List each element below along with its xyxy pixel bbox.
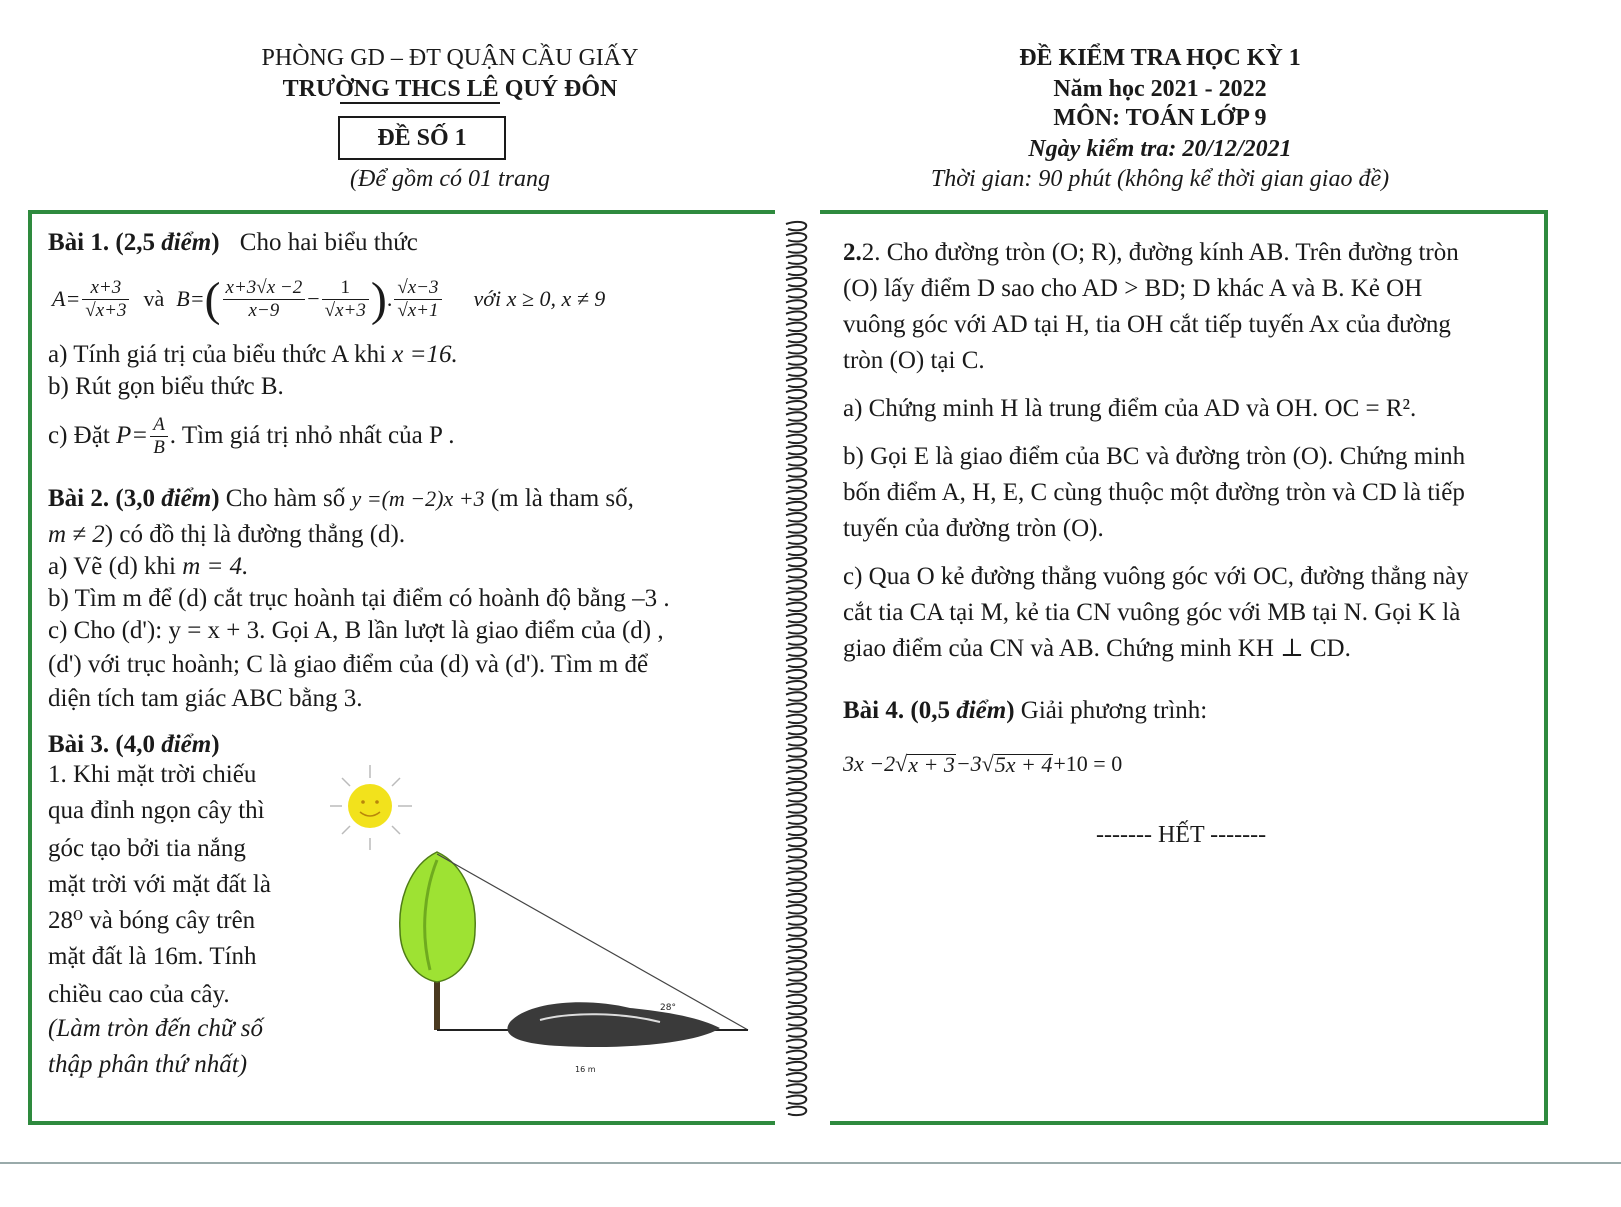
bai3-p2-a: a) Chứng minh H là trung điểm của AD và OH. OC = R².: [843, 395, 1417, 422]
bai4-points-word: điểm: [956, 697, 1007, 724]
spiral-loop: [786, 289, 806, 297]
bai3-p2-l1-text: 2. Cho đường tròn (O; R), đường kính AB. Trên đường tròn: [861, 239, 1459, 266]
and-word: và: [143, 286, 165, 311]
spiral-loop: [786, 647, 806, 655]
bai3-p2-c1: c) Qua O kẻ đường thẳng vuông góc với OC, đường thẳng này: [843, 563, 1469, 590]
spiral-loop: [786, 1062, 806, 1070]
bai1-label: Bài 1. (2,5: [48, 229, 162, 256]
spiral-loop: [786, 726, 806, 734]
spiral-loop: [786, 300, 806, 308]
expr-condition: với x ≥ 0, x ≠ 9: [473, 286, 606, 311]
bai2-a-m: m = 4.: [182, 553, 249, 580]
spiral-loop: [786, 961, 806, 969]
tree-crown: [400, 852, 475, 982]
spiral-loop: [786, 323, 806, 331]
left-frame-left: [28, 210, 32, 1125]
spiral-loop: [786, 591, 806, 599]
spiral-loop: [786, 233, 806, 241]
bai2-title: [48, 484, 634, 514]
spiral-loop: [786, 334, 806, 342]
spiral-loop: [786, 670, 806, 678]
tree-shadow-figure: [300, 760, 770, 1090]
p-fraction: [150, 414, 168, 459]
header-underline: [340, 102, 500, 104]
right-frame-bottom: [830, 1121, 1548, 1125]
bai2-a: [48, 552, 248, 582]
spiral-loop: [786, 547, 806, 555]
spiral-loop: [786, 1028, 806, 1036]
bai1-c-pre: c) Đặt: [48, 422, 110, 449]
spiral-loop: [786, 603, 806, 611]
left-frame-top: [28, 210, 775, 214]
expr-b-frac3: [394, 277, 441, 322]
bai2-c3: diện tích tam giác ABC bằng 3.: [48, 685, 363, 712]
bai3-p2-b3: tuyến của đường tròn (O).: [843, 515, 1104, 542]
bai1-intro: Cho hai biểu thức: [239, 229, 418, 256]
spiral-loop: [786, 782, 806, 790]
spiral-loop: [786, 614, 806, 622]
bai3-p1-l5: 28⁰ và bóng cây trên: [48, 907, 256, 934]
spiral-loop: [786, 222, 806, 230]
bai1-a-cond: x =16.: [392, 341, 458, 368]
spiral-loop: [786, 558, 806, 566]
expr-a-den: √x+3: [85, 299, 127, 321]
spiral-loop: [786, 1095, 806, 1103]
bai2-c1: c) Cho (d'): y = x + 3. Gọi A, B lần lượt là giao điểm của (d) ,: [48, 617, 664, 644]
bai1-c: [48, 408, 454, 464]
bai3-title: [48, 730, 220, 760]
bai3-p2-c3: giao điểm của CN và AB. Chứng minh KH ⊥ CD.: [843, 635, 1351, 662]
spiral-loop: [786, 423, 806, 431]
tree-shadow: [507, 1002, 720, 1047]
spiral-loop: [786, 255, 806, 263]
eq-radicand-2: 5x + 4: [994, 751, 1053, 777]
spiral-loop: [786, 748, 806, 756]
left-paren: (: [204, 272, 221, 326]
exam-code: ĐỀ SỐ 1: [377, 125, 467, 151]
spiral-loop: [786, 883, 806, 891]
spiral-loop: [786, 535, 806, 543]
school-year: Năm học 2021 - 2022: [1053, 76, 1267, 102]
bai1-b: b) Rút gọn biểu thức B.: [48, 373, 284, 400]
bai1-label-end: ): [211, 229, 220, 256]
spiral-loop: [786, 524, 806, 532]
length-label: 16 m: [575, 1065, 596, 1074]
spiral-loop: [786, 580, 806, 588]
spiral-loop: [786, 659, 806, 667]
spiral-loop: [786, 771, 806, 779]
spiral-loop: [786, 457, 806, 465]
expr-b-frac1: [223, 277, 306, 322]
spiral-loop: [786, 1084, 806, 1092]
bai1-a-text: a) Tính giá trị của biểu thức A khi: [48, 341, 393, 368]
spiral-loop: [786, 401, 806, 409]
bai1-points-word: điểm: [161, 229, 212, 256]
angle-label: 28°: [660, 1003, 676, 1013]
spiral-loop: [786, 838, 806, 846]
bai4-title: [843, 696, 1207, 726]
eq-part-a: 3x −2: [843, 751, 896, 776]
spiral-loop: [786, 491, 806, 499]
spiral-loop: [786, 692, 806, 700]
exam-title: ĐỀ KIỂM TRA HỌC KỲ 1: [1019, 45, 1301, 71]
bai3-p1-l9: thập phân thứ nhất): [48, 1051, 248, 1078]
spiral-loop: [786, 972, 806, 980]
minus-sign: −: [307, 286, 320, 311]
spiral-loop: [786, 849, 806, 857]
bai3-p1-l4: mặt trời với mặt đất là: [48, 871, 271, 898]
bai2-m-cond: m ≠ 2: [48, 521, 105, 548]
spiral-loop: [786, 860, 806, 868]
bai4-label-end: ): [1006, 697, 1015, 724]
page-count: (Để gồm có 01 trang: [350, 166, 550, 192]
bai3-p1-l1: 1. Khi mặt trời chiếu: [48, 761, 257, 788]
department-name: PHÒNG GD – ĐT QUẬN CẦU GIẤY: [261, 45, 639, 71]
bai3-p2-l1: 2.2. Cho đường tròn (O; R), đường kính AB. Trên đường tròn: [843, 239, 1459, 266]
spiral-loop: [786, 1073, 806, 1081]
bai1-title: [48, 228, 418, 258]
bai2-function: y =(m −2)x +3: [351, 486, 485, 511]
expr-b-frac1-den: x−9: [248, 299, 280, 321]
bai3-p2-l3: vuông góc với AD tại H, tia OH cắt tiếp tuyến Ax của đường: [843, 311, 1451, 338]
spiral-loop: [786, 983, 806, 991]
spiral-loop: [786, 412, 806, 420]
end-marker: ------- HẾT -------: [1096, 822, 1267, 848]
bai1-expressions: [52, 264, 605, 334]
bai4-equation: 3x −2 √ x + 3 −3 √ 5x + 4 +10 = 0: [843, 751, 1123, 777]
expr-b-frac1-num: x+3√x −2: [223, 277, 306, 300]
bai2-a-text: a) Vẽ (d) khi: [48, 553, 183, 580]
spiral-loop: [786, 446, 806, 454]
spiral-loop: [786, 267, 806, 275]
spiral-loop: [786, 636, 806, 644]
left-frame-bottom: [28, 1121, 775, 1125]
bai2-b: b) Tìm m để (d) cắt trục hoành tại điểm có hoành độ bằng –3 .: [48, 585, 670, 612]
bottom-divider: [0, 1162, 1621, 1164]
expr-b-lhs: B=: [176, 286, 205, 311]
spiral-loop: [786, 927, 806, 935]
sun-eye-left: [361, 800, 365, 804]
eq-part-b: −3: [955, 751, 982, 776]
spiral-loop: [786, 1039, 806, 1047]
exam-code-box: [338, 116, 506, 160]
p-den: B: [153, 436, 165, 458]
expr-a-num: x+3: [82, 277, 129, 300]
bai3-p2-l2: (O) lấy điểm D sao cho AD > BD; D khác A và B. Kẻ OH: [843, 275, 1423, 302]
bai2-intro: Cho hàm số: [219, 485, 352, 512]
expr-b-frac2-den: √x+3: [324, 299, 366, 321]
spiral-loop: [786, 513, 806, 521]
bai1-c-post: . Tìm giá trị nhỏ nhất của P .: [169, 422, 455, 449]
spiral-loop: [786, 827, 806, 835]
expr-b-frac2: [322, 277, 369, 322]
spiral-loop: [786, 703, 806, 711]
spiral-loop: [786, 894, 806, 902]
bai4-label: Bài 4. (0,5: [843, 697, 957, 724]
spiral-loop: [786, 345, 806, 353]
spiral-loop: [786, 804, 806, 812]
bai3-p1-l2: qua đỉnh ngọn cây thì: [48, 797, 265, 824]
spiral-loop: [786, 1051, 806, 1059]
bai3-p1-l3: góc tạo bởi tia nắng: [48, 835, 246, 862]
sun-eye-right: [375, 800, 379, 804]
spiral-loop: [786, 278, 806, 286]
spiral-loop: [786, 939, 806, 947]
right-paren: ): [370, 272, 387, 326]
bai3-p1-l6: mặt đất là 16m. Tính: [48, 943, 257, 970]
spiral-loop: [786, 1107, 806, 1115]
spiral-binding: [780, 218, 814, 1128]
spiral-loop: [786, 715, 806, 723]
bai3-p2-b2: bốn điểm A, H, E, C cùng thuộc một đường tròn và CD là tiếp: [843, 479, 1465, 506]
bai3-label-end: ): [211, 731, 220, 758]
spiral-loop: [786, 1017, 806, 1025]
spiral-loop: [786, 815, 806, 823]
spiral-loop: [786, 905, 806, 913]
spiral-loop: [786, 681, 806, 689]
bai3-p2-b1: b) Gọi E là giao điểm của BC và đường tròn (O). Chứng minh: [843, 443, 1466, 470]
bai2-c2: (d') với trục hoành; C là giao điểm của (d) và (d'). Tìm m để: [48, 651, 649, 678]
spiral-loop: [786, 356, 806, 364]
spiral-loop: [786, 759, 806, 767]
right-frame-right: [1544, 210, 1548, 1125]
spiral-loop: [786, 995, 806, 1003]
bai3-points-word: điểm: [161, 731, 212, 758]
school-name: TRƯỜNG THCS LÊ QUÝ ĐÔN: [282, 76, 618, 102]
expr-a-fraction: [82, 277, 129, 322]
spiral-loop: [786, 916, 806, 924]
bai1-a: [48, 340, 458, 370]
expr-b-frac3-den: √x+1: [397, 299, 439, 321]
spiral-loop: [786, 468, 806, 476]
spiral-loop: [786, 244, 806, 252]
p-num: A: [150, 414, 168, 437]
spiral-loop: [786, 793, 806, 801]
spiral-loop: [786, 1006, 806, 1014]
dot-sign: .: [386, 286, 393, 311]
expr-b-frac3-num: √x−3: [394, 277, 441, 300]
bai2-label-end: ): [211, 485, 220, 512]
bai4-intro: Giải phương trình:: [1014, 697, 1208, 724]
spiral-loop: [786, 367, 806, 375]
expr-a-lhs: A=: [52, 286, 81, 311]
bai1-c-p: P=: [116, 422, 149, 449]
bai2-intro2: (m là tham số,: [484, 485, 634, 512]
bai3-p1-l8: (Làm tròn đến chữ số: [48, 1015, 264, 1042]
bai2-points-word: điểm: [161, 485, 212, 512]
expr-b-frac2-num: 1: [322, 277, 369, 300]
spiral-loop: [786, 379, 806, 387]
spiral-loop: [786, 311, 806, 319]
right-frame-top: [820, 210, 1548, 214]
spiral-loop: [786, 479, 806, 487]
spiral-loop: [786, 435, 806, 443]
spiral-loop: [786, 737, 806, 745]
spiral-loop: [786, 625, 806, 633]
bai3-p1-l7: chiều cao của cây.: [48, 981, 230, 1008]
bai3-p2-l4: tròn (O) tại C.: [843, 347, 985, 374]
eq-radicand-1: x + 3: [908, 751, 955, 777]
bai2-line2: [48, 520, 405, 550]
eq-part-c: +10 = 0: [1053, 751, 1123, 776]
bai3-p2-c2: cắt tia CA tại M, kẻ tia CN vuông góc với MB tại N. Gọi K là: [843, 599, 1461, 626]
sun-icon: [348, 784, 392, 828]
spiral-loop: [786, 569, 806, 577]
exam-date: Ngày kiểm tra: 20/12/2021: [1028, 136, 1292, 162]
bai3-label: Bài 3. (4,0: [48, 731, 162, 758]
bai2-label: Bài 2. (3,0: [48, 485, 162, 512]
bai2-line2-text: ) có đồ thị là đường thẳng (d).: [104, 521, 406, 548]
spiral-loop: [786, 390, 806, 398]
spiral-loop: [786, 950, 806, 958]
spiral-loop: [786, 871, 806, 879]
subject: MÔN: TOÁN LỚP 9: [1053, 105, 1267, 131]
exam-duration: Thời gian: 90 phút (không kể thời gian giao đề): [930, 166, 1390, 192]
spiral-loop: [786, 502, 806, 510]
